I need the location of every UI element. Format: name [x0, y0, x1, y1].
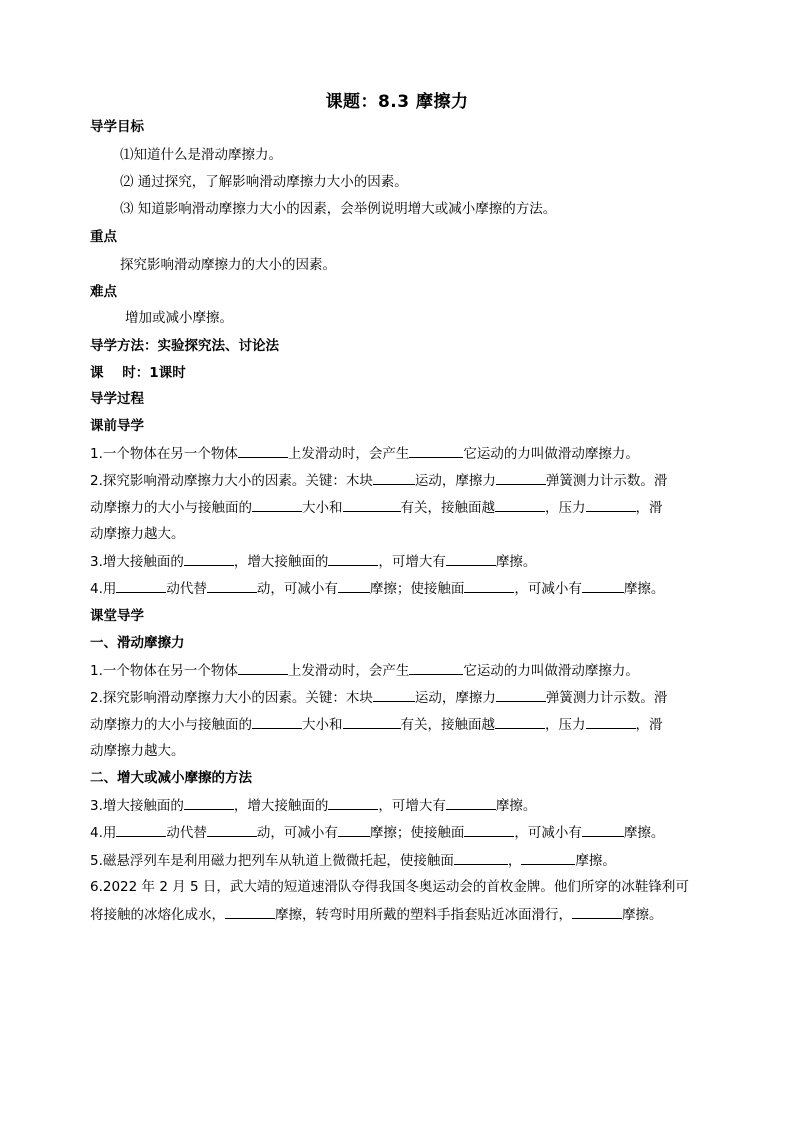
answer-blank[interactable]	[586, 715, 636, 729]
question-text: 大小和	[302, 717, 343, 733]
answer-blank[interactable]	[409, 444, 463, 458]
question-text: 有关，接触面越	[400, 500, 495, 516]
question-text: ，可减小有	[514, 581, 582, 597]
objectives-heading: 导学目标	[90, 119, 144, 135]
question-text: 上发滑动时，会产生	[287, 663, 410, 679]
answer-blank[interactable]	[343, 715, 401, 729]
question-text: 摩擦。	[495, 798, 537, 814]
question-text: 摩擦。	[495, 554, 537, 570]
question-text: 1.一个物体在另一个物体	[90, 663, 238, 679]
question-text: ，滑	[635, 500, 663, 516]
question-text: 1.一个物体在另一个物体	[90, 446, 238, 462]
answer-blank[interactable]	[373, 471, 415, 485]
question-text: 它运动的力叫做滑动摩擦力。	[463, 663, 639, 679]
question-text: 动摩擦力的大小与接触面的	[90, 500, 252, 516]
answer-blank[interactable]	[328, 552, 378, 566]
class-question-1	[90, 661, 706, 680]
question-text: 3.增大接触面的	[90, 798, 184, 814]
question-text: ，压力	[545, 500, 586, 516]
class-question-3	[90, 796, 706, 815]
class-question-4	[90, 823, 706, 842]
pre-question-2-line-3: 动摩擦力越大。	[90, 526, 185, 542]
question-text: ，增大接触面的	[233, 798, 329, 814]
question-text: ，增大接触面的	[233, 554, 329, 570]
answer-blank[interactable]	[464, 823, 514, 837]
answer-blank[interactable]	[343, 498, 401, 512]
page-title: 课题：8.3 摩擦力	[325, 92, 469, 112]
answer-blank[interactable]	[225, 905, 275, 919]
question-text: 摩擦；使接触面	[369, 825, 465, 841]
answer-blank[interactable]	[338, 823, 370, 837]
pre-question-1	[90, 444, 706, 463]
section-2-heading: 二、增大或减小摩擦的方法	[90, 770, 252, 786]
answer-blank[interactable]	[373, 688, 415, 702]
answer-blank[interactable]	[582, 579, 624, 593]
period-line: 课 时：1课时	[90, 365, 186, 381]
answer-blank[interactable]	[496, 688, 546, 702]
answer-blank[interactable]	[582, 823, 624, 837]
pre-question-2-line-1	[90, 471, 706, 490]
objective-item-3: ⑶ 知道影响滑动摩擦力大小的因素，会举例说明增大或减小摩擦的方法。	[120, 201, 557, 217]
question-text: ，	[507, 853, 522, 869]
answer-blank[interactable]	[207, 579, 257, 593]
question-text: 大小和	[302, 500, 343, 516]
answer-blank[interactable]	[184, 552, 234, 566]
answer-blank[interactable]	[207, 823, 257, 837]
answer-blank[interactable]	[184, 796, 234, 810]
answer-blank[interactable]	[495, 715, 545, 729]
key-point-heading: 重点	[90, 229, 117, 245]
answer-blank[interactable]	[495, 498, 545, 512]
question-text: 将接触的冰熔化成水，	[90, 907, 225, 923]
answer-blank[interactable]	[446, 552, 496, 566]
pre-question-3	[90, 552, 706, 571]
question-text: 动摩擦力的大小与接触面的	[90, 717, 252, 733]
answer-blank[interactable]	[252, 715, 302, 729]
class-question-5	[90, 851, 706, 870]
question-text: 动代替	[166, 825, 207, 841]
answer-blank[interactable]	[572, 905, 622, 919]
class-question-2-line-3: 动摩擦力越大。	[90, 743, 185, 759]
answer-blank[interactable]	[521, 851, 575, 865]
question-text: 摩擦。	[623, 825, 665, 841]
difficulty-text: 增加或减小摩擦。	[125, 310, 233, 326]
pre-question-4	[90, 579, 706, 598]
question-text: 3.增大接触面的	[90, 554, 184, 570]
question-text: 有关，接触面越	[400, 717, 495, 733]
answer-blank[interactable]	[338, 579, 370, 593]
question-text: 2.探究影响滑动摩擦力大小的因素。关键：木块	[90, 473, 373, 489]
class-question-2-line-1	[90, 688, 706, 707]
answer-blank[interactable]	[464, 579, 514, 593]
answer-blank[interactable]	[116, 579, 166, 593]
answer-blank[interactable]	[328, 796, 378, 810]
answer-blank[interactable]	[238, 661, 288, 675]
question-text: 动代替	[166, 581, 207, 597]
class-question-6-line-1: 6.2022 年 2 月 5 日，武大靖的短道速滑队夺得我国冬奥运动会的首枚金牌。他们所穿的冰鞋锋利可	[90, 879, 689, 895]
objective-item-2: ⑵ 通过探究，了解影响滑动摩擦力大小的因素。	[120, 174, 408, 190]
question-text: 运动，摩擦力	[414, 473, 496, 489]
question-text: ，可增大有	[378, 798, 446, 814]
answer-blank[interactable]	[252, 498, 302, 512]
question-text: 摩擦，转弯时用所戴的塑料手指套贴近冰面滑行，	[275, 907, 572, 923]
question-text: 上发滑动时，会产生	[287, 446, 410, 462]
question-text: 2.探究影响滑动摩擦力大小的因素。关键：木块	[90, 690, 373, 706]
section-1-heading: 一、滑动摩擦力	[90, 635, 185, 651]
answer-blank[interactable]	[446, 796, 496, 810]
question-text: 5.磁悬浮列车是利用磁力把列车从轨道上微微托起，使接触面	[90, 853, 454, 869]
process-heading: 导学过程	[90, 391, 144, 407]
method-line: 导学方法：实验探究法、讨论法	[90, 338, 279, 354]
difficulty-heading: 难点	[90, 284, 117, 300]
question-text: 运动，摩擦力	[414, 690, 496, 706]
answer-blank[interactable]	[409, 661, 463, 675]
question-text: 摩擦。	[575, 853, 616, 869]
question-text: 4.用	[90, 825, 117, 841]
question-text: 动，可减小有	[256, 581, 338, 597]
class-question-6-line-2	[90, 905, 706, 924]
pre-class-heading: 课前导学	[90, 418, 144, 434]
question-text: ，滑	[635, 717, 663, 733]
answer-blank[interactable]	[238, 444, 288, 458]
question-text: ，可增大有	[378, 554, 446, 570]
question-text: 摩擦。	[622, 907, 663, 923]
question-text: ，压力	[545, 717, 586, 733]
question-text: ，可减小有	[514, 825, 582, 841]
question-text: 它运动的力叫做滑动摩擦力。	[463, 446, 639, 462]
class-question-2-line-2	[90, 715, 706, 734]
question-text: 4.用	[90, 581, 117, 597]
question-text: 动，可减小有	[256, 825, 338, 841]
answer-blank[interactable]	[454, 851, 508, 865]
answer-blank[interactable]	[586, 498, 636, 512]
objective-item-1: ⑴知道什么是滑动摩擦力。	[120, 147, 282, 163]
pre-question-2-line-2	[90, 498, 706, 517]
in-class-heading: 课堂导学	[90, 608, 144, 624]
answer-blank[interactable]	[496, 471, 546, 485]
question-text: 摩擦。	[623, 581, 665, 597]
question-text: 弹簧测力计示数。滑	[545, 690, 668, 706]
question-text: 弹簧测力计示数。滑	[545, 473, 668, 489]
key-point-text: 探究影响滑动摩擦力的大小的因素。	[120, 257, 336, 273]
answer-blank[interactable]	[116, 823, 166, 837]
question-text: 摩擦；使接触面	[369, 581, 465, 597]
